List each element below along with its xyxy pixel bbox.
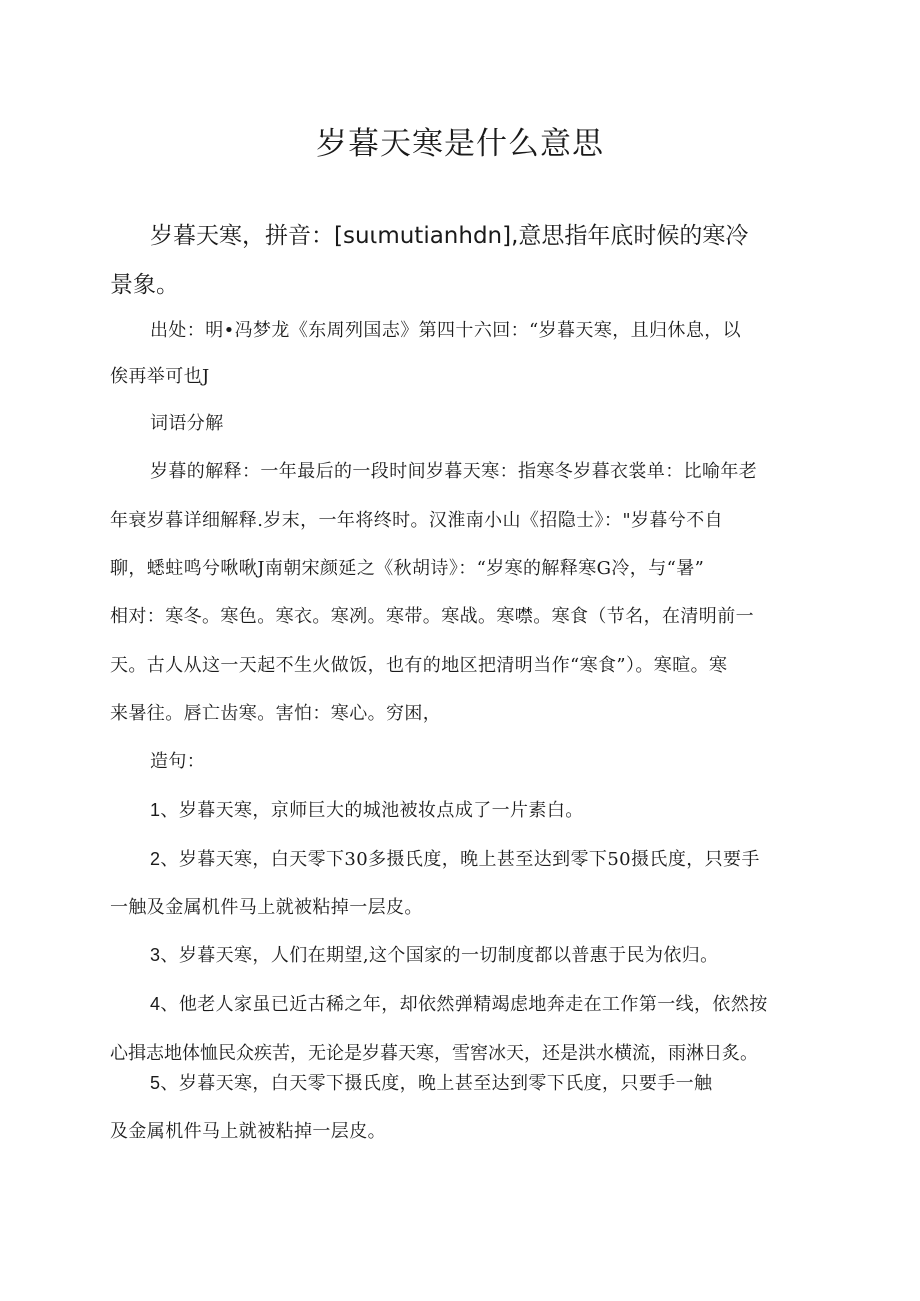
example-5 — [150, 1069, 860, 1095]
example-number: 5 — [150, 1073, 161, 1093]
example-4 — [150, 990, 860, 1016]
example-text: 、岁暮天寒，白天零下30多摄氏度，晚上甚至达到零下50摄氏度，只要手 — [160, 849, 760, 870]
source-line-2: 俟再举可也J — [110, 366, 210, 387]
explanation-line-1: 岁暮的解释：一年最后的一段时间岁暮天寒：指寒冬岁暮衣裳单：比喻年老 — [150, 461, 758, 482]
example-number: 2 — [150, 849, 161, 869]
example-text: 、岁暮天寒，人们在期望,这个国家的一切制度都以普惠于民为依归。 — [160, 945, 719, 966]
example-5-line-2: 及金属机件马上就被粘掉一层皮。 — [110, 1121, 386, 1142]
example-number: 4 — [150, 994, 161, 1014]
lead-line-2: 景象。 — [110, 272, 179, 298]
example-number: 1 — [150, 800, 161, 820]
explanation-line-2: 年衰岁暮详细解释.岁末，一年将终时。汉淮南小山《招隐士》："岁暮兮不自 — [110, 510, 723, 531]
example-1 — [150, 796, 860, 822]
section-heading: 词语分解 — [150, 413, 224, 434]
explanation-line-4: 相对：寒冬。寒色。寒衣。寒冽。寒带。寒战。寒噤。寒食（节名，在清明前一 — [110, 606, 754, 627]
example-3 — [150, 941, 860, 967]
example-2 — [150, 845, 860, 871]
example-2-line-2: 一触及金属机件马上就被粘掉一层皮。 — [110, 897, 423, 918]
source-line-1: 出处：明•冯梦龙《东周列国志》第四十六回：“岁暮天寒，且归休息，以 — [150, 320, 742, 341]
explanation-line-6: 来暑往。唇亡齿寒。害怕：寒心。穷困， — [110, 703, 442, 724]
page-title: 岁暮天寒是什么意思 — [316, 126, 604, 162]
lead-line-1: 岁暮天寒，拼音：[suιmutianhdn],意思指年底时候的寒冷 — [150, 223, 749, 249]
example-text: 、岁暮天寒，白天零下摄氏度，晚上甚至达到零下氏度，只要手一触 — [160, 1073, 713, 1094]
explanation-line-5: 天。古人从这一天起不生火做饭，也有的地区把清明当作“寒食”）。寒暄。寒 — [110, 655, 728, 676]
example-number: 3 — [150, 945, 161, 965]
example-4-line-2: 心揖志地体恤民众疾苦，无论是岁暮天寒，雪窖冰天，还是洪水横流，雨淋日炙。 — [110, 1043, 758, 1064]
example-text: 、岁暮天寒，京师巨大的城池被妆点成了一片素白。 — [160, 800, 584, 821]
explanation-line-3: 聊，蟋蛀鸣兮啾啾J南朝宋颜延之《秋胡诗》：“岁寒的解释寒G冷，与“暑” — [110, 558, 705, 579]
example-text: 、他老人家虽已近古稀之年，却依然弹精竭虑地奔走在工作第一线，依然按 — [160, 994, 768, 1015]
examples-heading: 造句： — [150, 751, 206, 772]
